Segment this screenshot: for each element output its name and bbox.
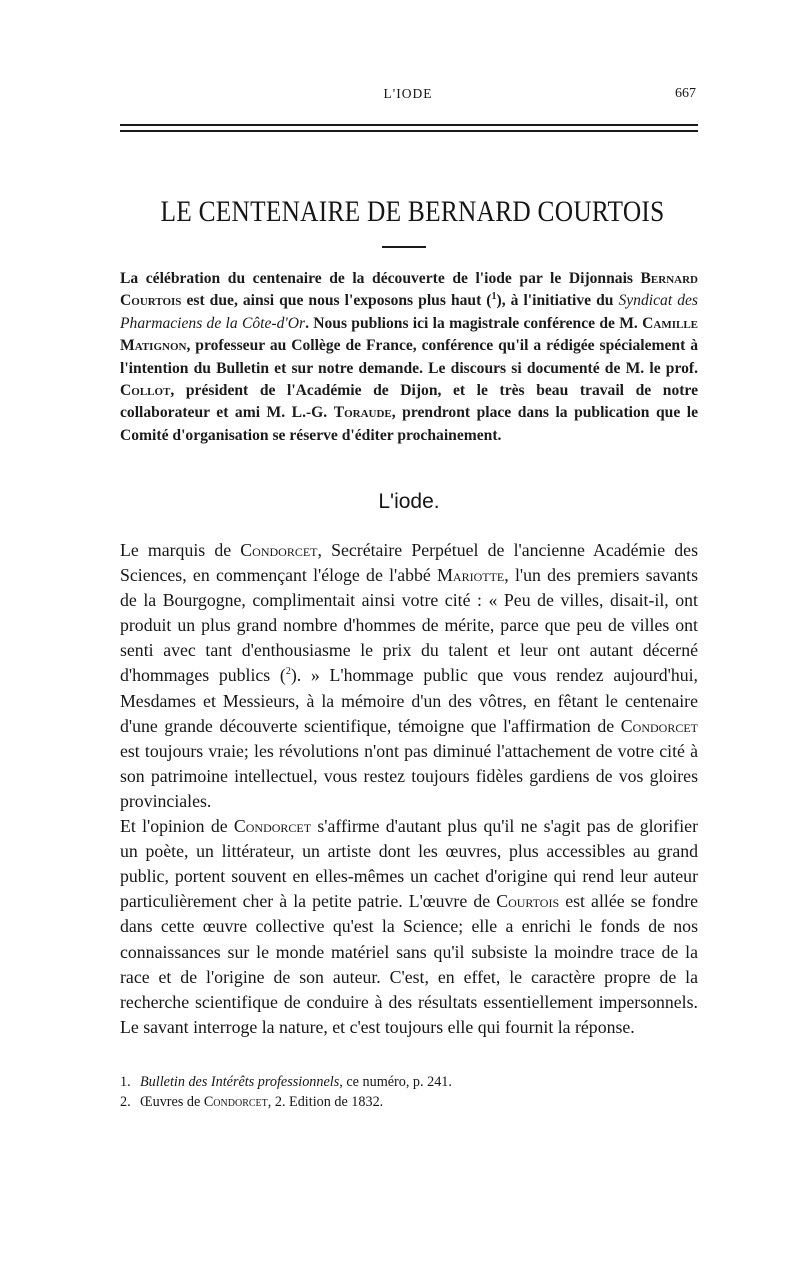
section-title: L'iode. [378, 490, 440, 513]
p1-text-a: Le marquis de [120, 540, 241, 560]
intro-text-7: , prendront place dans la publication que le Comité d'organisation se réserve d'éditer prochainement. [120, 404, 699, 444]
body-paragraph-1 [120, 538, 698, 814]
p1-name-condorcet-2: Condorcet [620, 715, 698, 736]
intro-text-5: , professeur au Collège de France, conférence qu'il a rédigée spécialement à l'intention du Bulletin et sur notre demande. Le discours si documenté de M. le prof. [120, 337, 698, 377]
footnotes [120, 1072, 698, 1112]
p2-name-courtois: Courtois [496, 891, 560, 912]
footnote-1-italic: Bulletin des Intérêts professionnels [140, 1074, 340, 1090]
p1-text-e: est toujours vraie; les révolutions n'ont pas diminué l'attachement de votre cité à son patrimoine intellectuel, vous restez toujours fidèles gardiens de vos gloires provinciales. [120, 740, 698, 811]
intro-name-collot: Collot [120, 382, 171, 400]
body-paragraph-2 [120, 814, 698, 1040]
intro-text-6: , président de l'Académie de Dijon, et le très beau travail de notre collaborateur et ami M. L.-G. [120, 382, 698, 422]
p1-name-mariotte: Mariotte [437, 565, 505, 586]
intro-name-courtois: Bernard Courtois [120, 270, 698, 310]
footnote-ref-2: 2 [285, 666, 291, 678]
p2-text-a: Et l'opinion de [120, 816, 234, 837]
p1-text-b: , Secrétaire Perpétuel de l'ancienne Académie des Sciences, en commençant l'éloge de l'abbé [120, 540, 698, 586]
intro-text-3: ), à l'initiative du [496, 292, 619, 310]
article-body [120, 538, 698, 1040]
p2-text-c: est allée se fondre dans cette œuvre collective qu'est la Science; elle a enrichi le fonds de nos connaissances sur le monde matériel sans qu'il subsiste la moindre trace de la race et de l'origine de son auteur. C'est, en effet, le caractère propre de la recherche scientifique de conduire à des résultats essentiellement impersonnels. Le savant interroge la nature, et c'est toujours elle qui fournit la réponse. [120, 891, 699, 1037]
intro-text-4: . Nous publions ici la magistrale conférence de M. [305, 314, 643, 332]
footnote-1-rest: , ce numéro, p. 241. [339, 1074, 452, 1090]
p1-name-condorcet-1: Condorcet [240, 540, 318, 560]
header-rule-top [120, 124, 698, 126]
intro-paragraph [120, 268, 698, 447]
p1-text-d: ). » L'hommage public que vous rendez aujourd'hui, Mesdames et Messieurs, à la mémoire d'un des vôtres, en fêtant le centenaire d'une grande découverte scientifique, témoigne que l'affirmation de [120, 665, 698, 736]
footnote-2-pre: Œuvres de [140, 1094, 204, 1110]
footnote-number: 2. [120, 1094, 131, 1110]
footnote-text [140, 1092, 383, 1112]
intro-syndicat: Syndicat des Pharmaciens de la Côte-d'Or [120, 292, 698, 332]
footnote-ref-1: 1 [491, 291, 497, 303]
p2-name-condorcet: Condorcet [233, 816, 312, 837]
footnote-2-name: Condorcet [203, 1094, 268, 1110]
title-divider [382, 246, 426, 248]
footnote-2 [120, 1092, 698, 1112]
article-title: LE CENTENAIRE DE BERNARD COURTOIS [160, 196, 665, 228]
intro-text-1: La célébration du centenaire de la découverte de l'iode par le Dijonnais [120, 270, 641, 287]
footnote-number: 1. [120, 1074, 131, 1090]
footnote-text [140, 1072, 452, 1092]
running-head [120, 86, 696, 108]
running-head-title: L'IODE [383, 86, 433, 101]
header-rule-bottom [120, 130, 698, 132]
footnote-2-rest: , 2. Edition de 1832. [267, 1094, 384, 1110]
intro-text-2: est due, ainsi que nous l'exposons plus haut ( [181, 292, 492, 310]
page-number: 667 [675, 86, 696, 101]
p1-text-c: , l'un des premiers savants de la Bourgogne, complimentait ainsi votre cité : « Peu de villes, disait-il, ont produit un plus grand nombre d'hommes de mérite, parce que peu de villes ont senti avec tant d'enthousiasme le prix du talent et leur ont autant décerné d'hommages publics ( [120, 565, 698, 686]
p2-text-b: s'affirme d'autant plus qu'il ne s'agit pas de glorifier un poète, un littérateur, un artiste dont les œuvres, plus accessibles au grand public, portent souvent en elles-mêmes un cachet d'origine qui rend leur auteur particulièrement cher à la petite patrie. L'œuvre de [120, 816, 698, 912]
intro-name-matignon: Camille Matignon [120, 314, 698, 355]
footnote-1 [120, 1072, 698, 1092]
intro-name-toraude: Toraude [333, 404, 392, 422]
